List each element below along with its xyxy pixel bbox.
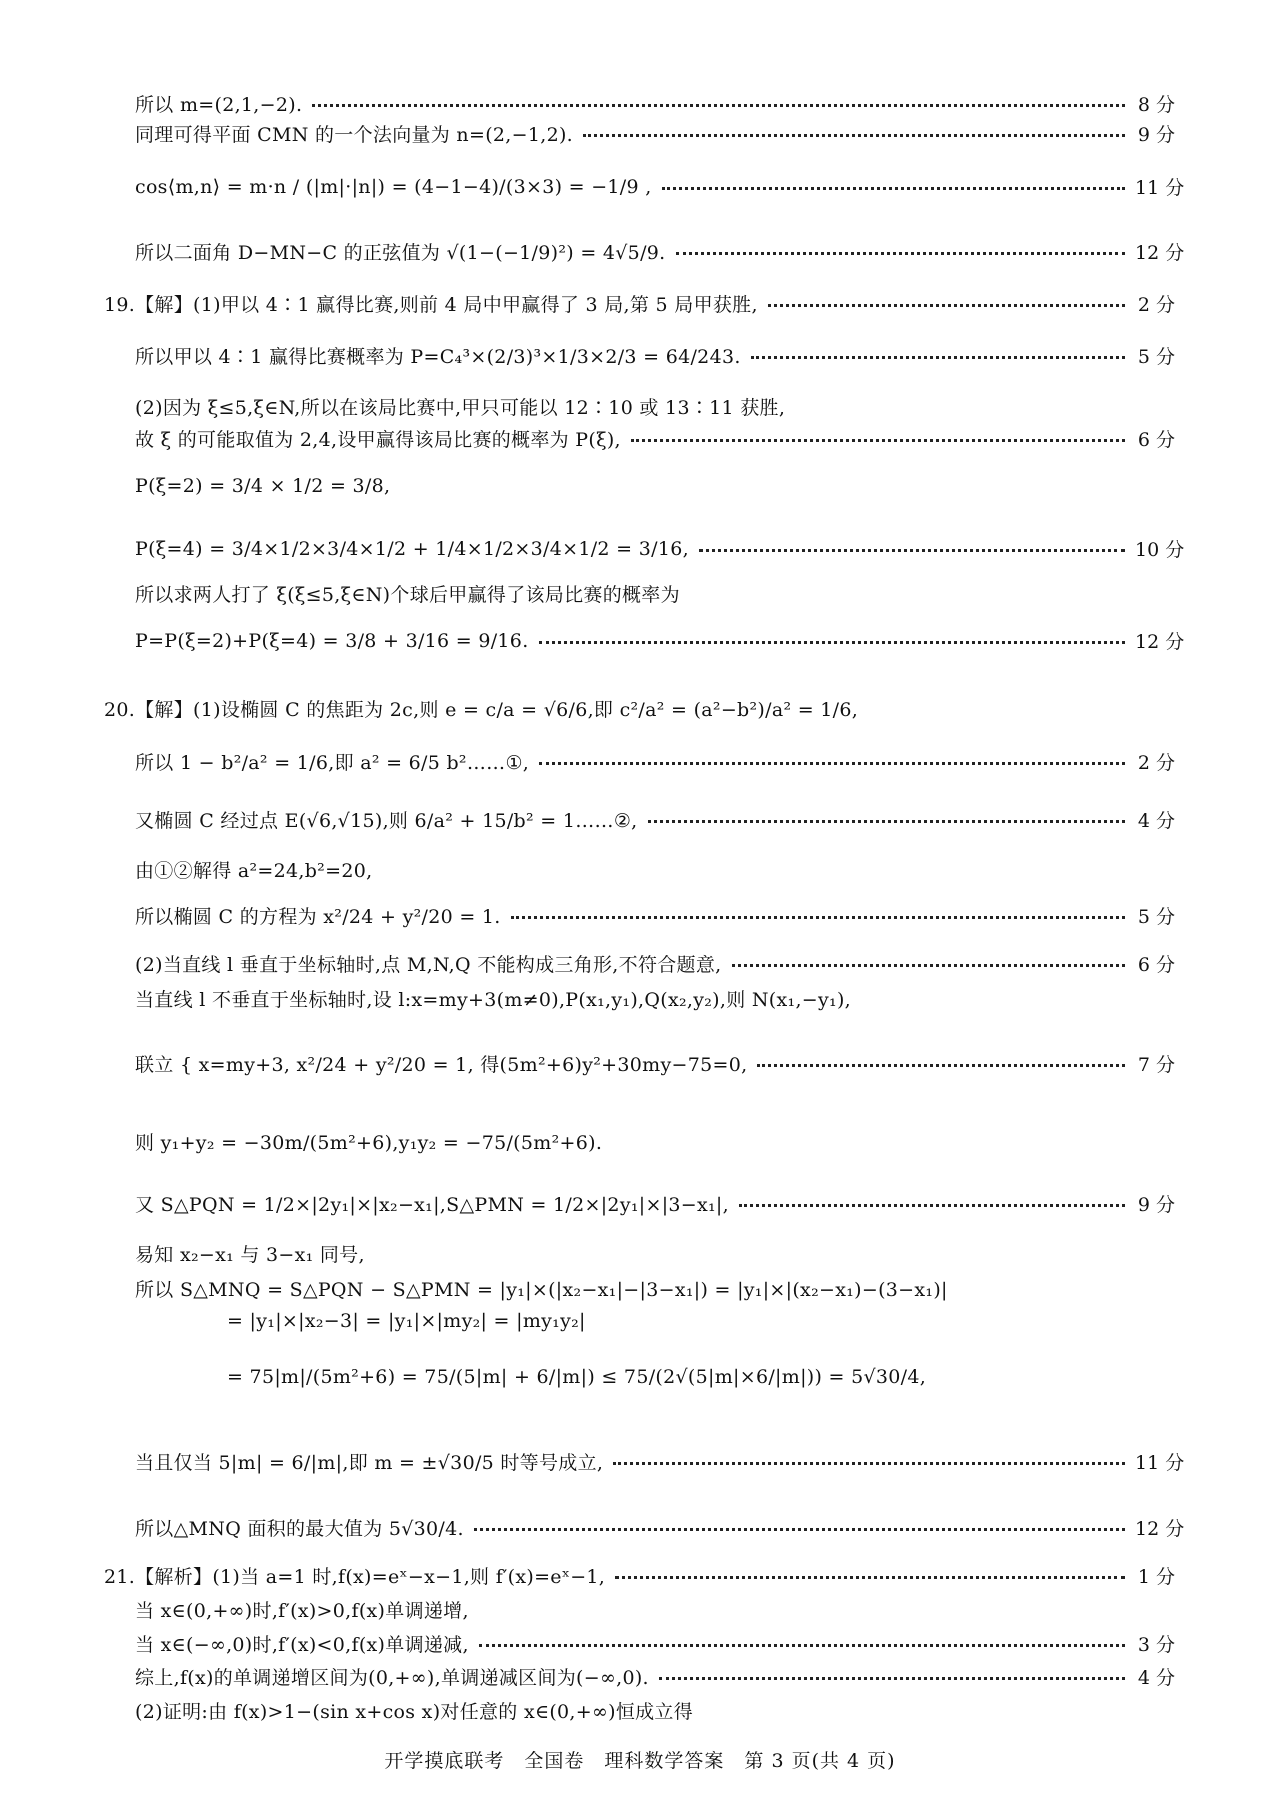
q20-line-16 bbox=[135, 1514, 1185, 1541]
dot-leader bbox=[739, 1204, 1125, 1207]
q21-line-1 bbox=[104, 1562, 1175, 1589]
line-text: P(ξ=4) = 3/4×1/2×3/4×1/2 + 1/4×1/2×3/4×1/2 = 3/16, bbox=[135, 537, 689, 560]
line-sine-value bbox=[135, 238, 1185, 265]
q21-line-2 bbox=[135, 1596, 1175, 1623]
line-cos bbox=[135, 173, 1185, 200]
q20-line-7 bbox=[135, 985, 1175, 1012]
line-n-vector bbox=[135, 120, 1175, 147]
line-text: 所以椭圆 C 的方程为 x²/24 + y²/20 = 1. bbox=[135, 906, 501, 928]
score-label: 5 分 bbox=[1137, 346, 1175, 368]
line-m-vector bbox=[135, 90, 1175, 117]
line-text: 所以求两人打了 ξ(ξ≤5,ξ∈N)个球后甲赢得了该局比赛的概率为 bbox=[135, 584, 680, 606]
dot-leader bbox=[699, 549, 1125, 552]
score-label: 11 分 bbox=[1135, 1452, 1185, 1474]
line-text: 易知 x₂−x₁ 与 3−x₁ 同号, bbox=[135, 1244, 365, 1266]
line-text: = 75|m|/(5m²+6) = 75/(5|m| + 6/|m|) ≤ 75/(2√(5|m|×6/|m|)) = 5√30/4, bbox=[227, 1366, 927, 1388]
score-label: 9 分 bbox=[1137, 124, 1175, 146]
dot-leader bbox=[312, 104, 1125, 107]
q20-line-4 bbox=[135, 856, 1175, 883]
line-text: 所以 m=(2,1,−2). bbox=[135, 94, 303, 116]
score-label: 7 分 bbox=[1137, 1054, 1175, 1076]
q20-line-11 bbox=[135, 1240, 1175, 1267]
q20-line-10 bbox=[135, 1190, 1175, 1217]
line-text: 21.【解析】(1)当 a=1 时,f(x)=eˣ−x−1,则 f′(x)=eˣ−1, bbox=[104, 1566, 606, 1588]
line-text: = |y₁|×|x₂−3| = |y₁|×|my₂| = |my₁y₂| bbox=[227, 1310, 586, 1332]
score-label: 4 分 bbox=[1137, 810, 1175, 832]
dot-leader bbox=[474, 1528, 1125, 1531]
score-label: 1 分 bbox=[1137, 1566, 1175, 1588]
q20-line-5 bbox=[135, 902, 1175, 929]
dot-leader bbox=[662, 187, 1125, 190]
q19-line-2 bbox=[135, 342, 1175, 369]
score-label: 6 分 bbox=[1137, 954, 1175, 976]
q21-line-3 bbox=[135, 1630, 1175, 1657]
score-label: 8 分 bbox=[1137, 94, 1175, 116]
line-text: 当且仅当 5|m| = 6/|m|,即 m = ±√30/5 时等号成立, bbox=[135, 1452, 604, 1474]
q19-line-4 bbox=[135, 425, 1175, 452]
dot-leader bbox=[631, 439, 1125, 442]
score-label: 12 分 bbox=[1135, 631, 1185, 653]
dot-leader bbox=[768, 304, 1125, 307]
line-text: 19.【解】(1)甲以 4∶1 赢得比赛,则前 4 局中甲赢得了 3 局,第 5 局甲获胜, bbox=[104, 294, 758, 316]
q20-line-12 bbox=[135, 1275, 1175, 1302]
line-text: 20.【解】(1)设椭圆 C 的焦距为 2c,则 e = c/a = √6/6,即 c²/a² = (a²−b²)/a² = 1/6, bbox=[104, 699, 859, 721]
dot-leader bbox=[648, 820, 1126, 823]
line-text: 联立 { x=my+3, x²/24 + y²/20 = 1, 得(5m²+6)y²+30my−75=0, bbox=[135, 1054, 748, 1076]
q20-line-9 bbox=[135, 1128, 1175, 1155]
score-label: 9 分 bbox=[1137, 1194, 1175, 1216]
line-text: 又椭圆 C 经过点 E(√6,√15),则 6/a² + 15/b² = 1……②, bbox=[135, 810, 638, 832]
score-label: 10 分 bbox=[1135, 539, 1185, 561]
dot-leader bbox=[732, 964, 1126, 967]
q20-line-3 bbox=[135, 806, 1175, 833]
dot-leader bbox=[676, 252, 1125, 255]
score-label: 5 分 bbox=[1137, 906, 1175, 928]
line-text: P=P(ξ=2)+P(ξ=4) = 3/8 + 3/16 = 9/16. bbox=[135, 629, 529, 652]
page-footer: 开学摸底联考 全国卷 理科数学答案 第 3 页(共 4 页) bbox=[384, 1750, 896, 1772]
q19-line-7 bbox=[135, 580, 1175, 607]
q19-line-1 bbox=[104, 290, 1175, 317]
dot-leader bbox=[479, 1644, 1125, 1647]
line-text: 综上,f(x)的单调递增区间为(0,+∞),单调递减区间为(−∞,0). bbox=[135, 1667, 649, 1689]
line-text: P(ξ=2) = 3/4 × 1/2 = 3/8, bbox=[135, 475, 391, 497]
dot-leader bbox=[615, 1576, 1125, 1579]
score-label: 2 分 bbox=[1137, 294, 1175, 316]
line-text: (2)因为 ξ≤5,ξ∈N,所以在该局比赛中,甲只可能以 12∶10 或 13∶11 获胜, bbox=[135, 397, 786, 419]
dot-leader bbox=[757, 1064, 1125, 1067]
q20-line-1 bbox=[104, 695, 1175, 722]
score-label: 4 分 bbox=[1137, 1667, 1175, 1689]
line-text: 所以 S△MNQ = S△PQN − S△PMN = |y₁|×(|x₂−x₁|−|3−x₁|) = |y₁|×|(x₂−x₁)−(3−x₁)| bbox=[135, 1279, 948, 1301]
q21-line-4 bbox=[135, 1663, 1175, 1690]
dot-leader bbox=[751, 356, 1125, 359]
line-text: (2)证明:由 f(x)>1−(sin x+cos x)对任意的 x∈(0,+∞)恒成立得 bbox=[135, 1701, 694, 1723]
q19-line-8 bbox=[135, 627, 1185, 654]
line-text: 所以二面角 D−MN−C 的正弦值为 √(1−(−1/9)²) = 4√5/9. bbox=[135, 242, 666, 264]
dot-leader bbox=[583, 134, 1125, 137]
line-text: 所以 1 − b²/a² = 1/6,即 a² = 6/5 b²……①, bbox=[135, 752, 530, 774]
line-text: 当直线 l 不垂直于坐标轴时,设 l:x=my+3(m≠0),P(x₁,y₁),Q(x₂,y₂),则 N(x₁,−y₁), bbox=[135, 989, 852, 1011]
dot-leader bbox=[511, 916, 1125, 919]
line-text: cos⟨m,n⟩ = m·n / (|m|·|n|) = (4−1−4)/(3×3) = −1/9 , bbox=[135, 175, 652, 198]
q20-line-8 bbox=[135, 1050, 1175, 1077]
score-label: 12 分 bbox=[1135, 242, 1185, 264]
dot-leader bbox=[539, 762, 1125, 765]
q19-line-6 bbox=[135, 535, 1185, 562]
score-label: 2 分 bbox=[1137, 752, 1175, 774]
line-text: (2)当直线 l 垂直于坐标轴时,点 M,N,Q 不能构成三角形,不符合题意, bbox=[135, 954, 722, 976]
score-label: 11 分 bbox=[1135, 177, 1185, 199]
line-text: 所以甲以 4∶1 赢得比赛概率为 P=C₄³×(2/3)³×1/3×2/3 = 64/243. bbox=[135, 346, 741, 368]
q20-line-13 bbox=[227, 1310, 1175, 1332]
line-text: 当 x∈(−∞,0)时,f′(x)<0,f(x)单调递减, bbox=[135, 1634, 469, 1656]
q19-line-5 bbox=[135, 475, 1175, 497]
q20-line-15 bbox=[135, 1448, 1185, 1475]
q20-line-14 bbox=[227, 1366, 1175, 1388]
score-label: 6 分 bbox=[1137, 429, 1175, 451]
line-text: 又 S△PQN = 1/2×|2y₁|×|x₂−x₁|,S△PMN = 1/2×|2y₁|×|3−x₁|, bbox=[135, 1194, 729, 1216]
score-label: 12 分 bbox=[1135, 1518, 1185, 1540]
line-text: 当 x∈(0,+∞)时,f′(x)>0,f(x)单调递增, bbox=[135, 1600, 469, 1622]
q20-line-2 bbox=[135, 748, 1175, 775]
dot-leader bbox=[659, 1677, 1125, 1680]
score-label: 3 分 bbox=[1137, 1634, 1175, 1656]
q21-line-5 bbox=[135, 1697, 1175, 1724]
q19-line-3 bbox=[135, 393, 1175, 420]
dot-leader bbox=[613, 1462, 1125, 1465]
q20-line-6 bbox=[135, 950, 1175, 977]
line-text: 同理可得平面 CMN 的一个法向量为 n=(2,−1,2). bbox=[135, 124, 574, 146]
dot-leader bbox=[539, 641, 1125, 644]
line-text: 故 ξ 的可能取值为 2,4,设甲赢得该局比赛的概率为 P(ξ), bbox=[135, 429, 621, 451]
line-text: 由①②解得 a²=24,b²=20, bbox=[135, 860, 373, 882]
line-text: 所以△MNQ 面积的最大值为 5√30/4. bbox=[135, 1518, 464, 1540]
line-text: 则 y₁+y₂ = −30m/(5m²+6),y₁y₂ = −75/(5m²+6). bbox=[135, 1132, 603, 1154]
